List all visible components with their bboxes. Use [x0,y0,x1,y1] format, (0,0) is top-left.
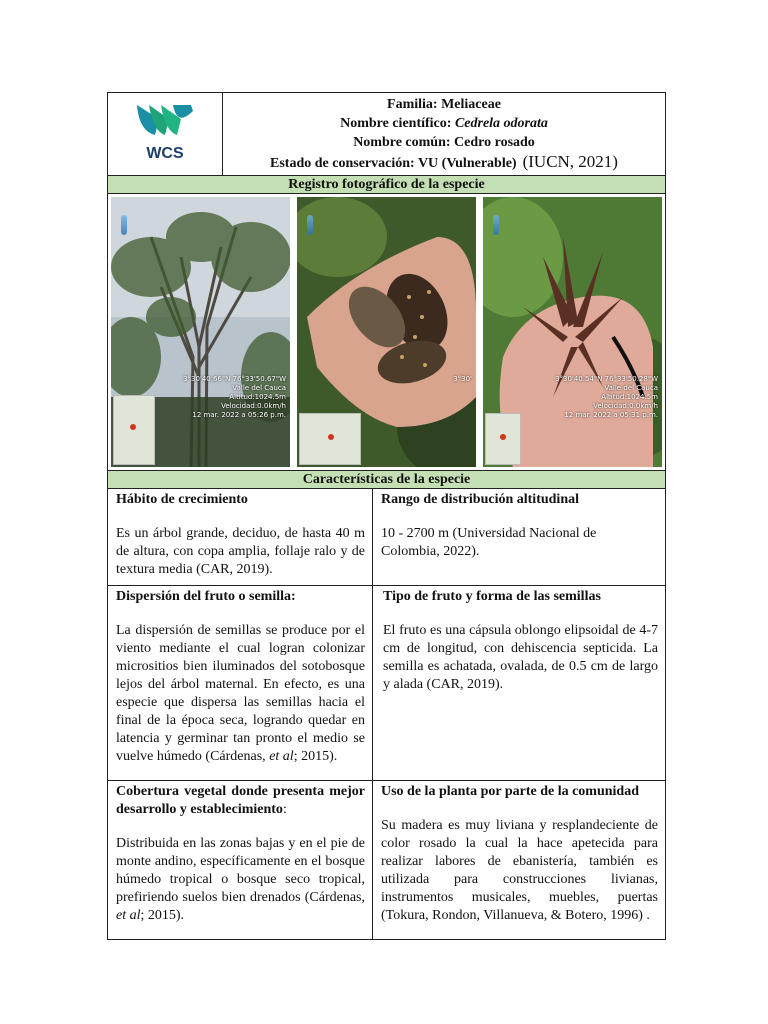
photo-caption [183,375,286,420]
location-map-thumbnail [485,413,521,465]
logo-cell [108,93,223,176]
photo-capsule [483,197,662,467]
caption-line: Valle del Cauca [232,384,286,392]
dispersion-text: La dispersión de semillas se produce por el viento mediante el cual logran colonizar micrositios bien iluminados del sotobosque lejos del árbol maternal. En efecto, es una especie que dispersa las semillas hacia el final de la época seca, logrando quedar en latencia y germinar tan pronto el medio se vuelve húmedo (Cárdenas, [116,623,365,764]
photo-section-title: Registro fotográfico de la especie [108,176,666,194]
rango-title: Rango de distribución altitudinal [381,492,579,507]
caption-line: Altitud:1024.5m [601,393,658,401]
dispersion-cell [108,586,373,781]
photo-seeds [297,197,476,467]
dispersion-title: Dispersión del fruto o semilla: [116,589,296,604]
dispersion-text-end: ; 2015). [293,749,338,764]
comun-label: Nombre común: [353,135,451,150]
map-pin-icon [328,434,334,440]
familia-label: Familia: [387,97,438,112]
compass-icon [121,215,127,235]
uso-body: Su madera es muy liviana y resplandeciente de color rosado la cual la hace apetecida para realizar labores de ebanistería, también es utilizada para construcciones livianas, instrumentos musicales, muebles, puertas (Tokura, Rondon, Villanueva, & Botero, 1996) . [381,818,658,923]
caption-line: Velocidad:0.0km/h [221,402,286,410]
fruto-title: Tipo de fruto y forma de las semillas [383,589,601,604]
rango-body: 10 - 2700 m (Universidad Nacional de Colombia, 2022). [381,526,597,559]
photo-caption [555,375,658,420]
cobertura-body [116,835,365,925]
cobertura-colon: : [282,802,287,817]
species-sheet [107,92,665,940]
dispersion-body [116,622,365,766]
caption-line: Altitud:1024.5m [229,393,286,401]
location-map-thumbnail [113,395,155,465]
species-header [223,93,666,176]
cientifico-value: Cedrela odorata [454,116,548,131]
map-pin-icon [500,434,506,440]
cobertura-text: Distribuida en las zonas bajas y en el pie de monte andino, específicamente en el bosque húmedo tropical o bosque seco tropical, prefiriendo suelos bien drenados (Cárdenas, [116,836,365,905]
iucn-reference: (IUCN, 2021) [522,152,618,171]
estado-label: Estado de conservación: [270,156,415,171]
caption-line: 3°30' [453,375,472,383]
cobertura-cell [108,781,373,940]
caption-line: 12 mar. 2022 a 05:26 p.m. [192,411,286,419]
dispersion-etal: et al [269,749,294,764]
cobertura-text-end: ; 2015). [140,908,185,923]
logo-text: WCS [146,144,184,162]
compass-icon [493,215,499,235]
cientifico-line [227,114,661,133]
habito-body: Es un árbol grande, deciduo, de hasta 40 m de altura, con copa amplia, follaje ralo y de textura media (CAR, 2019). [116,526,365,577]
photo-row [108,194,666,471]
caption-line: Valle del Cauca [604,384,658,392]
fruto-body: El fruto es una cápsula oblongo elipsoidal de 4-7 cm de longitud, con dehiscencia septicida. La semilla es achatada, ovalada, de 0.5 cm de largo y alada (CAR, 2019). [383,623,658,692]
species-table [107,92,666,940]
estado-value: VU (Vulnerable) [417,156,517,171]
habito-cell [108,489,373,586]
photo-tree [111,197,290,467]
photo-caption [453,375,472,384]
habito-title: Hábito de crecimiento [116,492,248,507]
cobertura-etal: et al [116,908,141,923]
map-pin-icon [130,424,136,430]
comun-value: Cedro rosado [454,135,535,150]
rango-cell [373,489,666,586]
fruto-cell [373,586,666,781]
cientifico-label: Nombre científico: [340,116,452,131]
characteristics-section-title: Características de la especie [108,471,666,489]
familia-line [227,95,661,114]
estado-line [227,152,661,173]
uso-cell [373,781,666,940]
caption-line: 3°30'40.54"N 76°33'50.28"W [555,375,658,383]
familia-value: Meliaceae [441,97,501,112]
caption-line: 12 mar. 2022 a 05:31 p.m. [564,411,658,419]
wcs-logo [133,101,197,163]
cobertura-title-text: Cobertura vegetal donde presenta mejor desarrollo y establecimiento [116,784,365,817]
compass-icon [307,215,313,235]
caption-line: 3°30'40.66"N 76°33'50.67"W [183,375,286,383]
location-map-thumbnail [299,413,361,465]
comun-line [227,133,661,152]
uso-title: Uso de la planta por parte de la comunidad [381,784,639,799]
caption-line: Velocidad:0.0km/h [593,402,658,410]
cobertura-title [116,783,365,819]
